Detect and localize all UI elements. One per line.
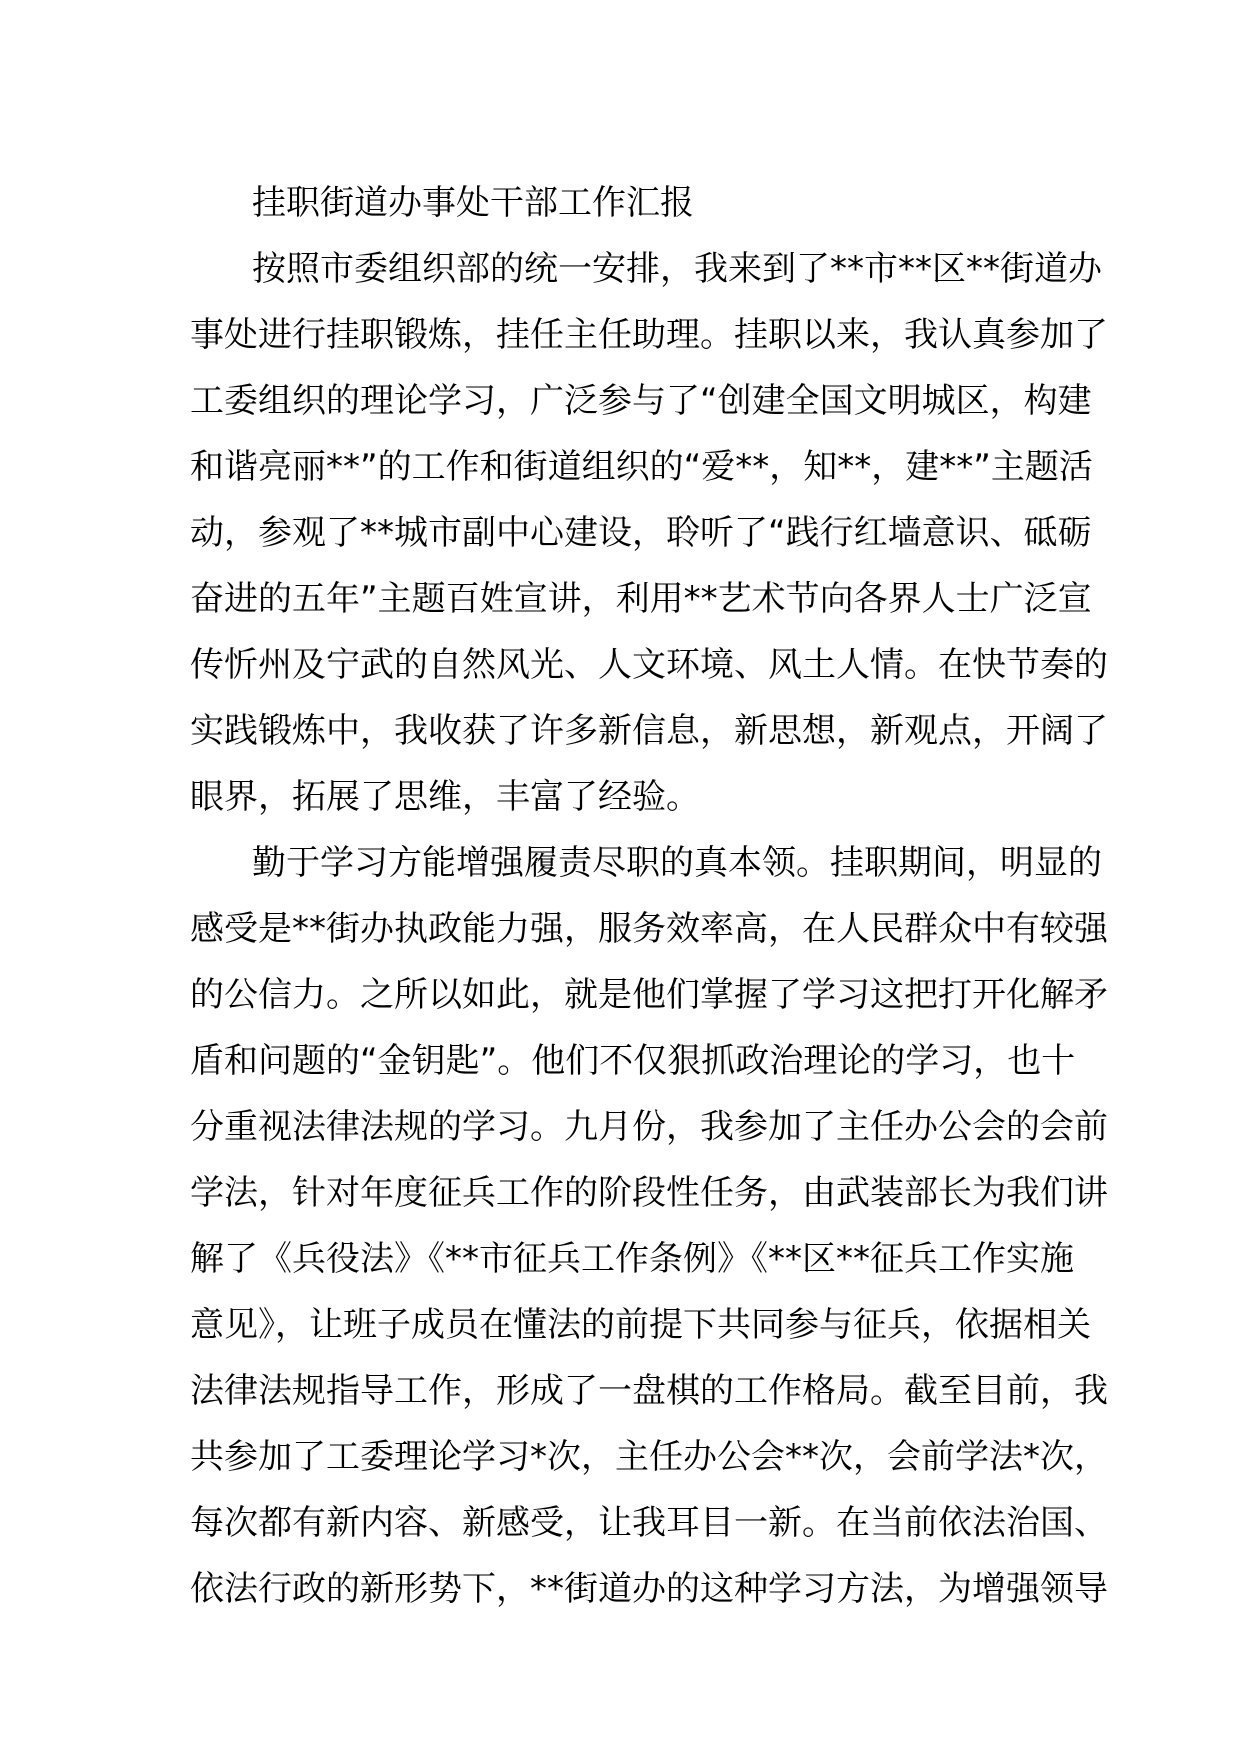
paragraph-1 — [190, 236, 1108, 830]
text-line: 传忻州及宁武的自然风光、人文环境、风土人情。在快节奏的 — [190, 645, 1108, 685]
text-line: 按照市委组织部的统一安排，我来到了**市**区**街道办 — [252, 249, 1102, 289]
text-line: 实践锻炼中，我收获了许多新信息，新思想，新观点，开阔了 — [190, 711, 1108, 751]
text-line: 勤于学习方能增强履责尽职的真本领。挂职期间，明显的 — [252, 843, 1102, 883]
text-line: 学法，针对年度征兵工作的阶段性任务，由武装部长为我们讲 — [190, 1173, 1108, 1213]
text-line: 的公信力。之所以如此，就是他们掌握了学习这把打开化解矛 — [190, 975, 1108, 1015]
document-title: 挂职街道办事处干部工作汇报 — [252, 183, 694, 223]
text-line: 盾和问题的“金钥匙”。他们不仅狠抓政治理论的学习，也十 — [190, 1041, 1076, 1081]
text-line: 工委组织的理论学习，广泛参与了“创建全国文明城区，构建 — [190, 381, 1092, 421]
paragraph-2 — [190, 830, 1108, 1622]
text-line: 事处进行挂职锻炼，挂任主任助理。挂职以来，我认真参加了 — [190, 315, 1108, 355]
document-body — [190, 170, 1108, 1622]
text-line: 奋进的五年”主题百姓宣讲，利用**艺术节向各界人士广泛宣 — [190, 579, 1092, 619]
text-line: 感受是**街办执政能力强，服务效率高，在人民群众中有较强 — [190, 909, 1108, 949]
text-line: 分重视法律法规的学习。九月份，我参加了主任办公会的会前 — [190, 1107, 1108, 1147]
text-line: 法律法规指导工作，形成了一盘棋的工作格局。截至目前，我 — [190, 1371, 1108, 1411]
text-line: 动，参观了**城市副中心建设，聆听了“践行红墙意识、砥砺 — [190, 513, 1092, 553]
text-line: 依法行政的新形势下，**街道办的这种学习方法，为增强领导 — [190, 1569, 1108, 1609]
text-line: 眼界，拓展了思维，丰富了经验。 — [190, 777, 700, 817]
text-line: 解了《兵役法》《**市征兵工作条例》《**区**征兵工作实施 — [190, 1239, 1074, 1279]
text-line: 每次都有新内容、新感受，让我耳目一新。在当前依法治国、 — [190, 1503, 1108, 1543]
text-line: 共参加了工委理论学习*次，主任办公会**次，会前学法*次， — [190, 1437, 1108, 1477]
text-line: 意见》，让班子成员在懂法的前提下共同参与征兵，依据相关 — [190, 1305, 1091, 1345]
text-line: 和谐亮丽**”的工作和街道组织的“爱**，知**，建**”主题活 — [190, 447, 1093, 487]
